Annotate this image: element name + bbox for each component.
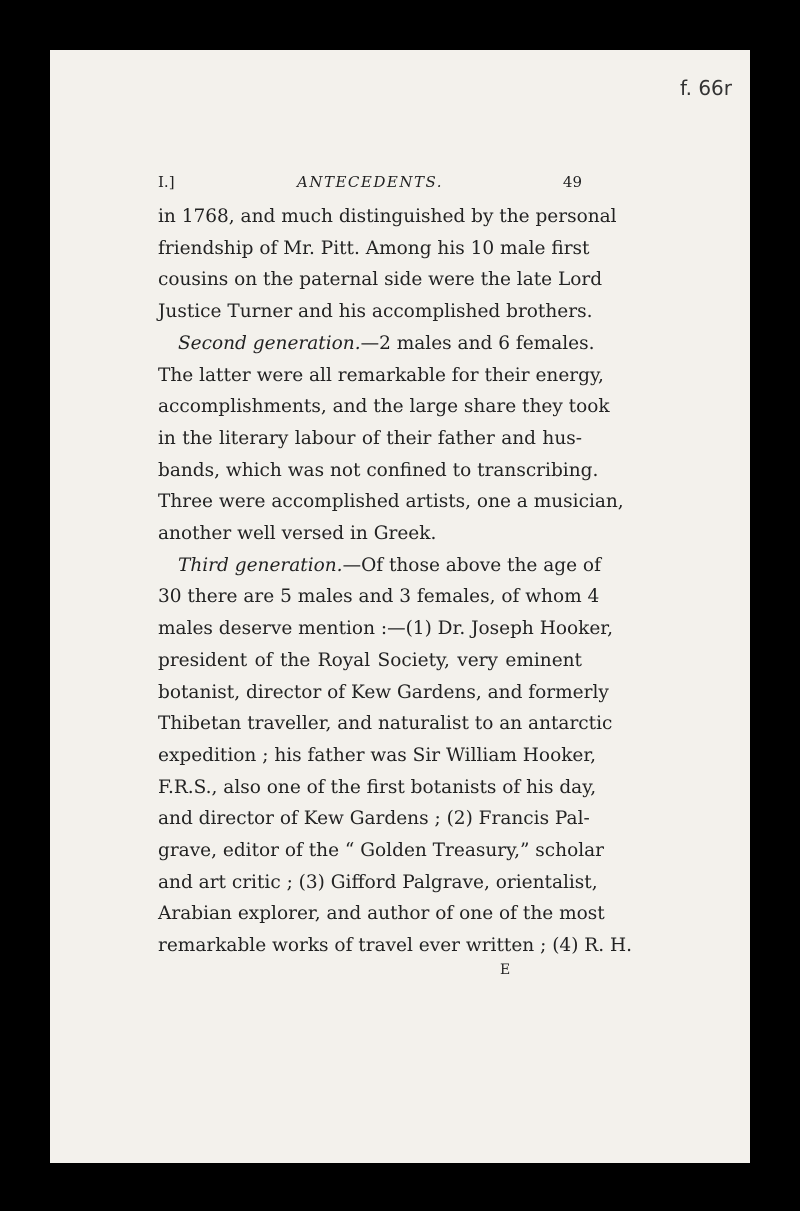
text-line: president of the Royal Society, very eminent xyxy=(158,649,582,671)
text-line: 30 there are 5 males and 3 females, of whom 4 xyxy=(158,586,600,608)
text-line: another well versed in Greek. xyxy=(158,523,437,545)
text-line: expedition ; his father was Sir William Hooker, xyxy=(158,744,597,766)
text-line: F.R.S., also one of the first botanists of his day, xyxy=(158,776,597,798)
text-line: remarkable works of travel ever written ; (4) R. H. xyxy=(158,935,632,957)
text-line: Justice Turner and his accomplished brothers. xyxy=(158,301,593,323)
section-heading: Third generation. xyxy=(178,554,343,576)
text-line: accomplishments, and the large share they took xyxy=(158,396,610,418)
text-line: cousins on the paternal side were the late Lord xyxy=(158,269,603,291)
text-line: friendship of Mr. Pitt. Among his 10 male first xyxy=(158,237,590,259)
book-page xyxy=(50,50,750,1163)
text-line: grave, editor of the “ Golden Treasury,” scholar xyxy=(158,840,605,862)
text-line: The latter were all remarkable for their energy, xyxy=(158,364,604,386)
text-line-content: —2 males and 6 females. xyxy=(360,332,595,354)
text-line: bands, which was not confined to transcribing. xyxy=(158,459,599,481)
text-line xyxy=(158,328,595,360)
section-heading: Second generation. xyxy=(178,332,361,354)
text-line: Three were accomplished artists, one a musician, xyxy=(158,491,624,513)
text-line: males deserve mention :—(1) Dr. Joseph Hooker, xyxy=(158,618,613,640)
chapter-number: I.] xyxy=(158,173,175,191)
signature-mark: E xyxy=(500,962,511,978)
text-line xyxy=(158,550,601,582)
text-line-content: —Of those above the age of xyxy=(342,554,601,576)
text-line: Arabian explorer, and author of one of the most xyxy=(158,903,605,925)
running-header xyxy=(158,173,582,197)
text-line: and director of Kew Gardens ; (2) Francis Pal- xyxy=(158,808,590,830)
text-line: in the literary labour of their father and hus- xyxy=(158,427,582,449)
page-number: 49 xyxy=(562,173,582,191)
text-line: in 1768, and much distinguished by the personal xyxy=(158,206,617,227)
text-line: and art critic ; (3) Gifford Palgrave, orientalist, xyxy=(158,871,598,893)
folio-mark: f. 66r xyxy=(680,76,732,100)
text-line: Thibetan traveller, and naturalist to an antarctic xyxy=(158,713,613,735)
text-line: botanist, director of Kew Gardens, and formerly xyxy=(158,681,609,703)
body-text xyxy=(158,201,632,962)
running-title: ANTECEDENTS. xyxy=(297,173,443,191)
